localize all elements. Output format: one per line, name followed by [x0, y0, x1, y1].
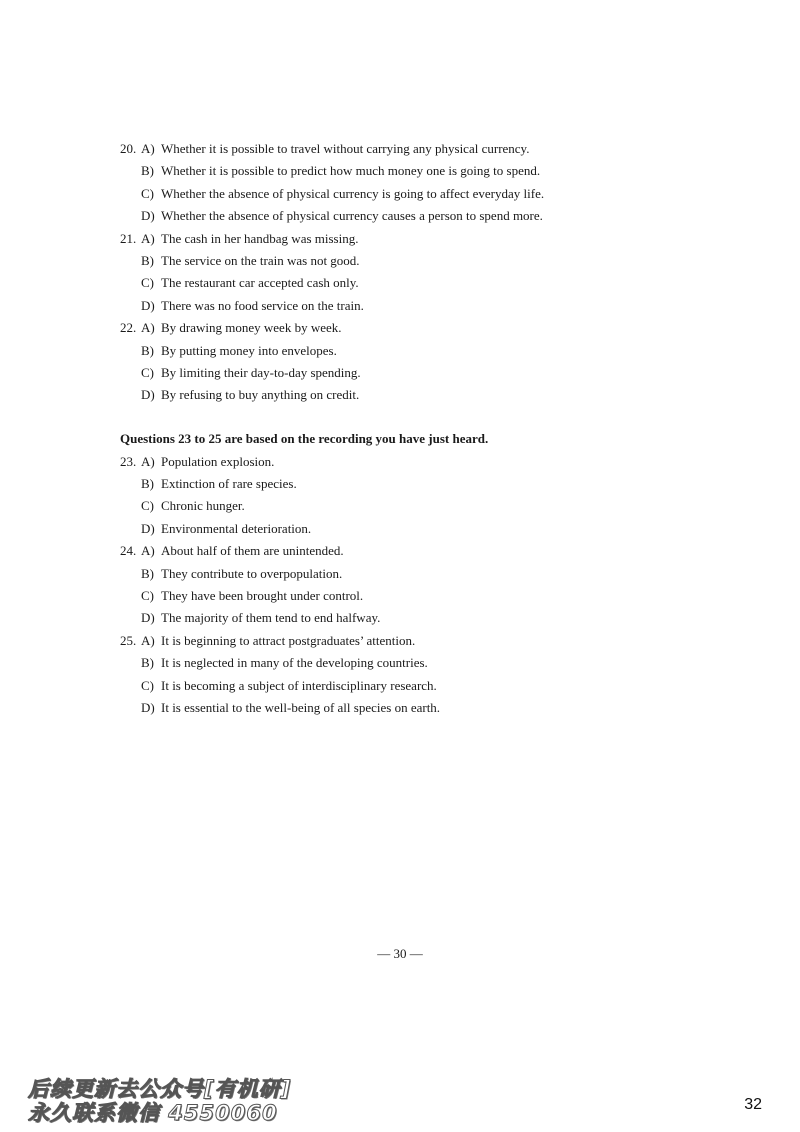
option-letter: D): [141, 387, 155, 403]
answer-option: [120, 362, 720, 384]
answer-option: [120, 540, 720, 562]
answer-option: [120, 563, 720, 585]
option-text: By putting money into envelopes.: [161, 342, 337, 358]
option-text: By limiting their day-to-day spending.: [161, 364, 361, 380]
question-number: 20.: [120, 141, 137, 156]
option-letter: A): [141, 230, 155, 246]
question-block: [120, 138, 720, 228]
question-block: [120, 228, 720, 318]
option-text: By refusing to buy anything on credit.: [161, 387, 360, 403]
option-letter: A): [141, 141, 155, 156]
question-block: [120, 451, 720, 541]
option-letter: C): [141, 588, 154, 604]
page-number: — 30 —: [377, 946, 423, 961]
scan-page-number: 32: [744, 1096, 762, 1113]
answer-option: [120, 652, 720, 674]
option-letter: B): [141, 252, 154, 268]
option-text: Whether the absence of physical currency is going to affect everyday life.: [161, 185, 545, 201]
question-number: 22.: [120, 320, 137, 336]
option-text: The majority of them tend to end halfway.: [161, 610, 381, 626]
option-letter: B): [141, 655, 154, 671]
option-text: The cash in her handbag was missing.: [161, 230, 359, 246]
option-text: Chronic hunger.: [161, 498, 245, 514]
option-text: It is beginning to attract postgraduates’ attention.: [161, 632, 416, 648]
option-text: The service on the train was not good.: [161, 252, 360, 268]
option-text: They have been brought under control.: [161, 588, 364, 604]
option-letter: D): [141, 610, 155, 626]
answer-option: [120, 607, 720, 629]
option-letter: B): [141, 565, 154, 581]
answer-option: [120, 317, 720, 339]
answer-option: [120, 384, 720, 406]
option-letter: B): [141, 163, 154, 179]
option-text: The restaurant car accepted cash only.: [161, 275, 359, 291]
option-letter: A): [141, 543, 155, 559]
watermark: [28, 1077, 291, 1125]
option-text: It is essential to the well-being of all species on earth.: [161, 699, 441, 715]
answer-option: [120, 473, 720, 495]
option-letter: B): [141, 476, 154, 492]
answer-option: [120, 138, 720, 160]
option-text: It is becoming a subject of interdisciplinary research.: [161, 677, 437, 693]
option-text: Whether it is possible to travel without carrying any physical currency.: [161, 141, 530, 156]
answer-option: [120, 250, 720, 272]
question-number: 25.: [120, 632, 137, 648]
answer-option: [120, 205, 720, 227]
question-group-23-25: [120, 451, 720, 720]
answer-option: [120, 272, 720, 294]
option-text: Whether it is possible to predict how much money one is going to spend.: [161, 163, 541, 179]
answer-option: [120, 518, 720, 540]
option-letter: D): [141, 208, 155, 224]
answer-option: [120, 451, 720, 473]
option-letter: C): [141, 364, 154, 380]
option-text: Population explosion.: [161, 453, 275, 469]
question-block: [120, 317, 720, 407]
option-letter: A): [141, 320, 155, 336]
question-number: 21.: [120, 230, 137, 246]
question-block: [120, 540, 720, 630]
option-letter: C): [141, 185, 154, 201]
answer-option: [120, 675, 720, 697]
answer-option: [120, 697, 720, 719]
option-text: They contribute to overpopulation.: [161, 565, 343, 581]
option-text: There was no food service on the train.: [161, 297, 364, 313]
watermark-line-1: 后续更新去公众号[有机研]: [28, 1077, 292, 1101]
option-text: Whether the absence of physical currency causes a person to spend more.: [161, 208, 543, 224]
question-number: 23.: [120, 453, 137, 469]
option-letter: A): [141, 453, 155, 469]
option-letter: D): [141, 699, 155, 715]
option-text: It is neglected in many of the developing countries.: [161, 655, 428, 671]
answer-option: [120, 340, 720, 362]
option-letter: B): [141, 342, 154, 358]
answer-option: [120, 295, 720, 317]
section-heading: Questions 23 to 25 are based on the recording you have just heard.: [120, 430, 489, 446]
answer-option: [120, 585, 720, 607]
question-number: 24.: [120, 543, 137, 559]
option-letter: D): [141, 297, 155, 313]
answer-option: [120, 630, 720, 652]
option-letter: C): [141, 275, 154, 291]
answer-option: [120, 228, 720, 250]
option-letter: C): [141, 677, 154, 693]
answer-option: [120, 183, 720, 205]
answer-option: [120, 495, 720, 517]
option-letter: D): [141, 520, 155, 536]
option-letter: A): [141, 632, 155, 648]
question-block: [120, 630, 720, 720]
questions-content: [120, 138, 720, 719]
option-text: About half of them are unintended.: [161, 543, 344, 559]
watermark-line-2: 永久联系微信 4550060: [28, 1101, 278, 1125]
option-text: Extinction of rare species.: [161, 476, 297, 492]
option-letter: C): [141, 498, 154, 514]
option-text: By drawing money week by week.: [161, 320, 342, 336]
question-group-20-22: [120, 138, 720, 407]
option-text: Environmental deterioration.: [161, 520, 312, 536]
answer-option: [120, 160, 720, 182]
